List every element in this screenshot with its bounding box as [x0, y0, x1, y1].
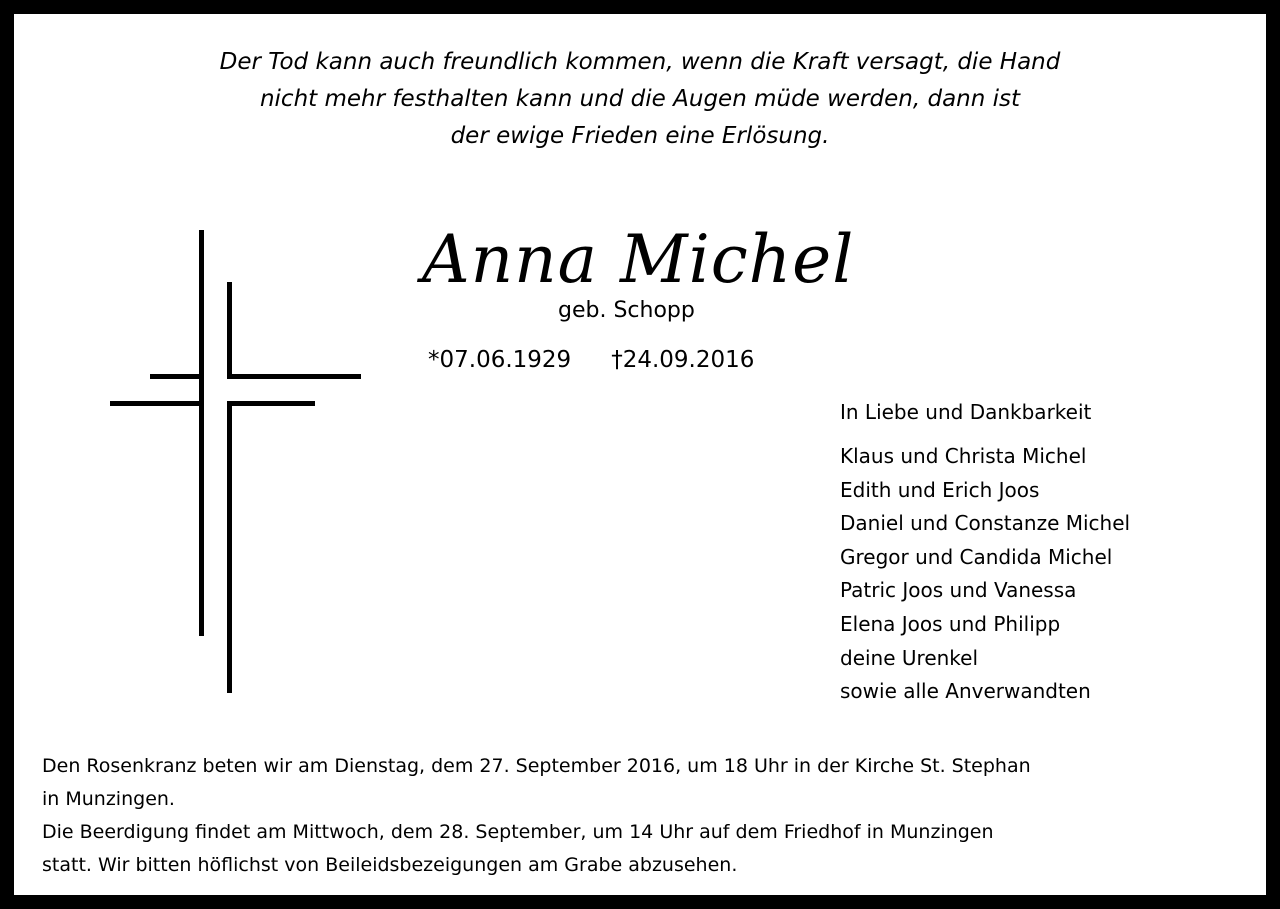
announcement-line: Den Rosenkranz beten wir am Dienstag, dem 27. September 2016, um 18 Uhr in der Kirche St. Stephan	[42, 755, 1031, 777]
death-date: †24.09.2016	[611, 347, 755, 373]
memorial-quote	[14, 44, 1266, 155]
mourner-name: Edith und Erich Joos	[840, 477, 1040, 502]
mourner-name: Klaus und Christa Michel	[840, 444, 1087, 468]
quote-line: nicht mehr festhalten kann und die Augen müde werden, dann ist	[259, 86, 1021, 112]
mourner-name: Gregor und Candida Michel	[840, 544, 1113, 569]
mourner-name: Patric Joos und Vanessa	[840, 578, 1077, 603]
deceased-name: Anna Michel	[422, 221, 855, 298]
announcement-line: Die Beerdigung findet am Mittwoch, dem 28. September, um 14 Uhr auf dem Friedhof in Munzingen	[42, 821, 994, 843]
mourner-name: Daniel und Constanze Michel	[840, 511, 1131, 536]
life-dates	[428, 344, 754, 376]
announcement-line: in Munzingen.	[42, 788, 175, 810]
announcement-line: statt. Wir bitten höflichst von Beileidsbezeigungen am Grabe abzusehen.	[42, 854, 738, 876]
mourner-name: deine Urenkel	[840, 645, 979, 670]
dedication-line: In Liebe und Dankbarkeit	[840, 400, 1092, 424]
mourner-name: sowie alle Anverwandten	[840, 679, 1091, 704]
obituary-notice	[14, 14, 1266, 895]
service-announcement	[42, 750, 1252, 882]
mourner-list	[840, 440, 1130, 709]
cross-icon	[110, 230, 370, 700]
quote-line: der ewige Frieden eine Erlösung.	[450, 123, 830, 149]
quote-line: Der Tod kann auch freundlich kommen, wenn die Kraft versagt, die Hand	[219, 49, 1061, 75]
birth-name: geb. Schopp	[558, 298, 695, 323]
mourner-name: Elena Joos und Philipp	[840, 611, 1061, 636]
birth-date: *07.06.1929	[428, 347, 572, 373]
mourners-block	[840, 397, 1130, 709]
